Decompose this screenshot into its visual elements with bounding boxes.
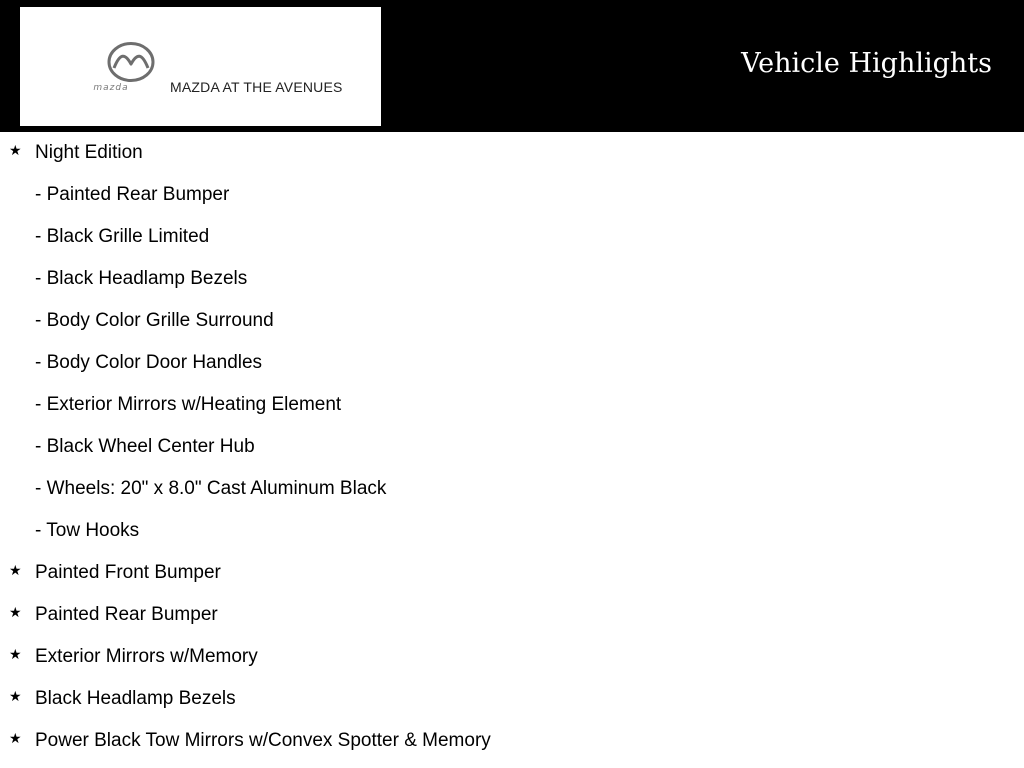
highlight-text: - Black Wheel Center Hub [35,436,255,457]
list-item [0,174,1024,216]
highlight-text: - Body Color Door Handles [35,352,263,373]
mazda-emblem-icon [106,41,156,83]
page-title: Vehicle Highlights [741,48,992,79]
logo-wordmark: mazda [93,83,129,93]
star-bullet-icon: ★ [9,604,22,620]
highlight-text: Power Black Tow Mirrors w/Convex Spotter & Memory [35,730,491,751]
star-bullet-icon: ★ [9,562,22,578]
star-bullet-icon: ★ [9,142,22,158]
list-item [0,342,1024,384]
page-header [0,0,1024,132]
list-item [0,132,1024,174]
highlight-text: Black Headlamp Bezels [35,688,236,709]
highlight-text: Painted Rear Bumper [35,604,218,625]
list-item [0,678,1024,720]
list-item [0,594,1024,636]
list-item [0,720,1024,762]
star-bullet-icon: ★ [9,688,22,704]
star-bullet-icon: ★ [9,646,22,662]
star-bullet-icon: ★ [9,730,22,746]
list-item [0,468,1024,510]
list-item [0,552,1024,594]
list-item [0,426,1024,468]
list-item [0,216,1024,258]
list-item [0,300,1024,342]
highlight-text: - Wheels: 20" x 8.0" Cast Aluminum Black [35,478,387,499]
highlight-text: Night Edition [35,142,143,163]
highlight-text: - Tow Hooks [35,520,140,541]
dealer-name: MAZDA AT THE AVENUES [170,79,343,95]
highlight-text: - Black Headlamp Bezels [35,268,248,289]
highlight-text: - Black Grille Limited [35,226,210,247]
list-item [0,636,1024,678]
highlight-text: Exterior Mirrors w/Memory [35,646,258,667]
highlights-list [0,132,1024,762]
list-item [0,258,1024,300]
dealer-logo [20,7,381,126]
list-item [0,510,1024,552]
highlight-text: - Painted Rear Bumper [35,184,230,205]
highlight-text: - Exterior Mirrors w/Heating Element [35,394,342,415]
list-item [0,384,1024,426]
highlight-text: Painted Front Bumper [35,562,221,583]
highlight-text: - Body Color Grille Surround [35,310,274,331]
